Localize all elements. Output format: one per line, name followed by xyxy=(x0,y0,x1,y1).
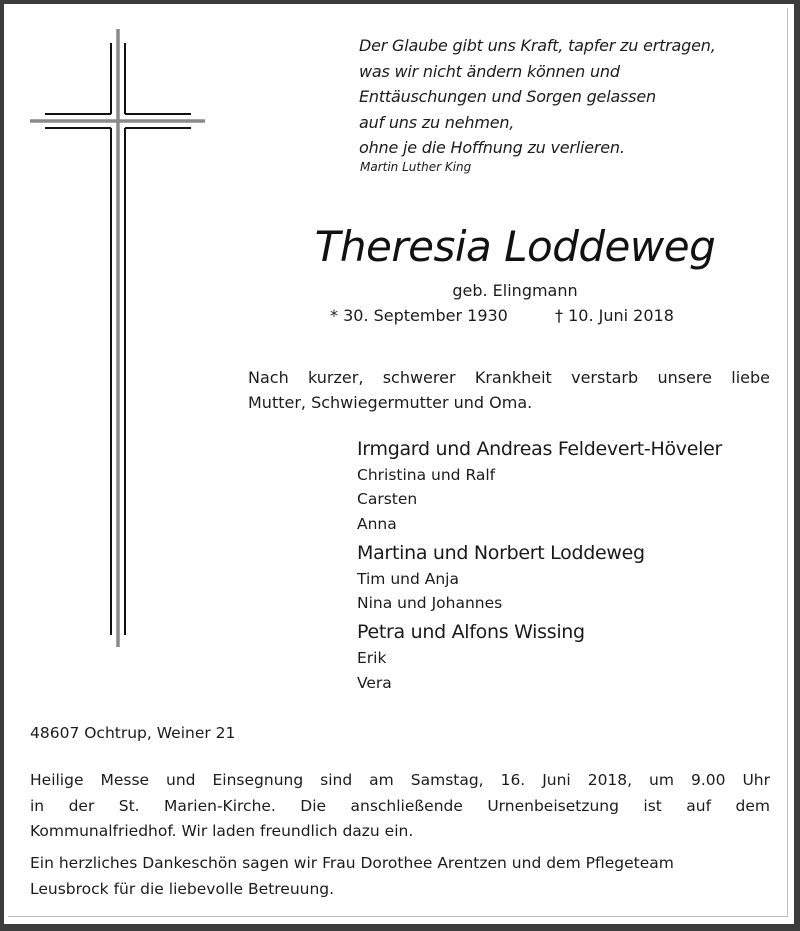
quote xyxy=(359,33,779,161)
family-member: Tim und Anja xyxy=(357,569,459,588)
family-head: Petra und Alfons Wissing xyxy=(357,621,585,644)
quote-line: Enttäuschungen und Sorgen gelassen xyxy=(359,87,656,106)
family-member: Christina und Ralf xyxy=(357,466,496,484)
family-group xyxy=(357,540,787,616)
deceased-name: Theresia Loddeweg xyxy=(314,222,716,271)
quote-line: was wir nicht ändern können und xyxy=(359,61,620,81)
address: 48607 Ochtrup, Weiner 21 xyxy=(30,724,236,742)
service-info xyxy=(30,768,770,845)
family-group xyxy=(357,436,787,536)
service-line: Heilige Messe und Einsegnung sind am Samstag, 16. Juni 2018, um 9.00 Uhr xyxy=(30,771,770,789)
quote-line: Der Glaube gibt uns Kraft, tapfer zu ertragen, xyxy=(359,36,716,55)
cross-icon xyxy=(0,0,240,680)
service-line: in der St. Marien-Kirche. Die anschließende Urnenbeisetzung ist auf dem xyxy=(30,796,770,815)
family-member: Carsten xyxy=(357,490,418,509)
family-member: Nina und Johannes xyxy=(357,594,503,613)
birth-date: * 30. September 1930 xyxy=(330,306,508,325)
thanks-text xyxy=(30,851,770,902)
intro-text xyxy=(248,366,770,415)
quote-line: ohne je die Hoffnung zu verlieren. xyxy=(359,138,625,157)
family-group xyxy=(357,619,787,695)
family-member: Vera xyxy=(357,673,392,692)
family-member: Erik xyxy=(357,649,387,668)
intro-line: Nach kurzer, schwerer Krankheit verstarb unsere liebe xyxy=(248,368,770,387)
thanks-line: Ein herzliches Dankeschön sagen wir Frau Dorothee Arentzen und dem Pflegeteam xyxy=(30,854,674,872)
intro-line: Mutter, Schwiegermutter und Oma. xyxy=(248,392,533,412)
family-head: Martina und Norbert Loddeweg xyxy=(357,541,645,564)
family-head: Irmgard und Andreas Feldevert-Höveler xyxy=(357,438,723,460)
maiden-name: geb. Elingmann xyxy=(452,281,578,300)
quote-author: Martin Luther King xyxy=(360,160,472,174)
service-line: Kommunalfriedhof. Wir laden freundlich dazu ein. xyxy=(30,822,414,840)
death-date: † 10. Juni 2018 xyxy=(555,306,674,325)
family-list xyxy=(357,436,787,699)
thanks-line: Leusbrock für die liebevolle Betreuung. xyxy=(30,879,335,898)
family-member: Anna xyxy=(357,514,397,533)
quote-line: auf uns zu nehmen, xyxy=(359,112,515,132)
